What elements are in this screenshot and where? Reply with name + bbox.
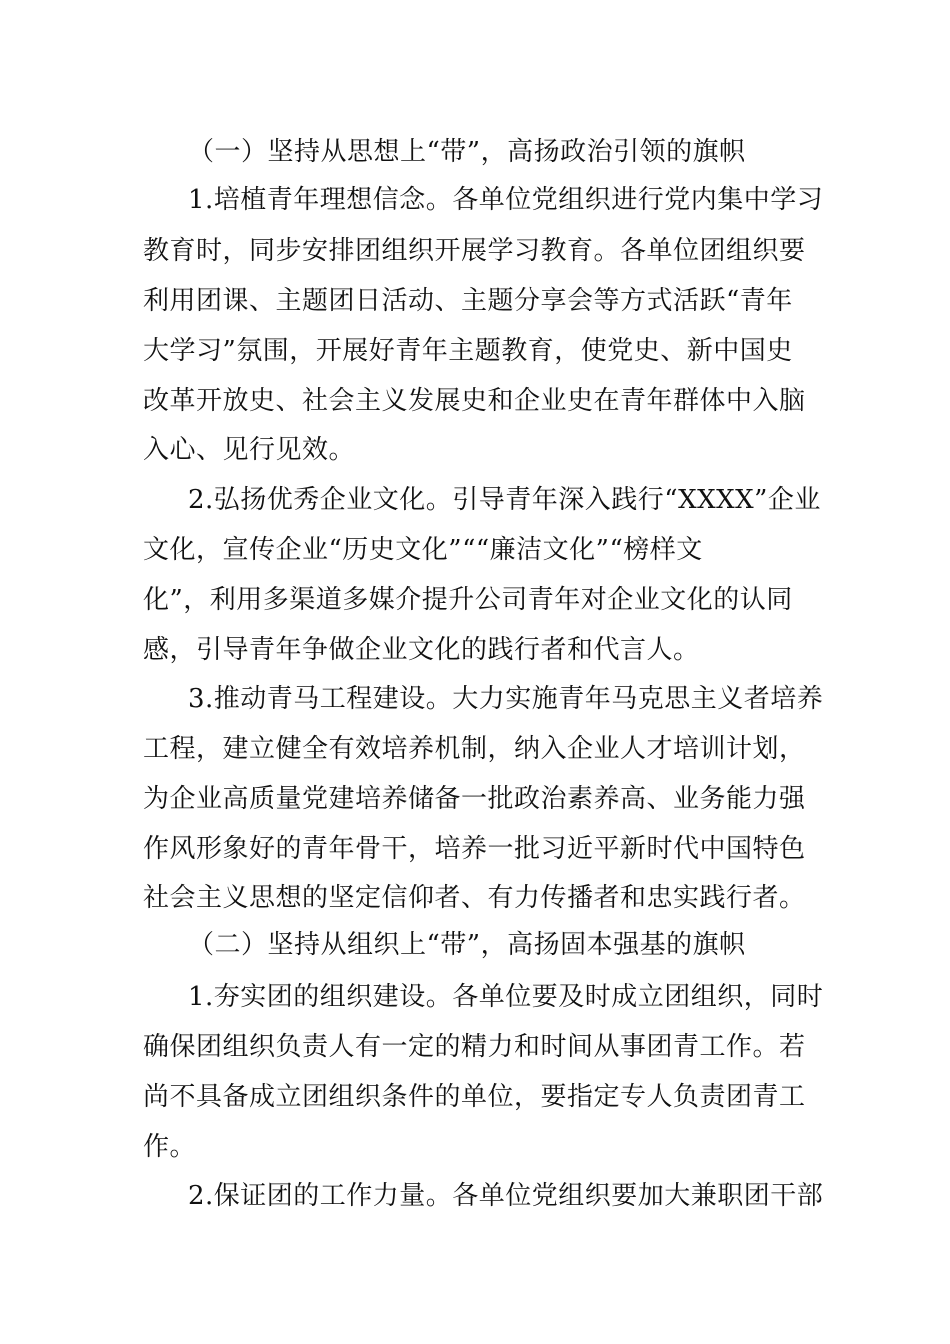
paragraph-line: 教育时，同步安排团组织开展学习教育。各单位团组织要	[143, 236, 806, 266]
paragraph-line: 利用团课、主题团日活动、主题分享会等方式活跃“青年	[143, 286, 793, 316]
paragraph-line: 1.夯实团的组织建设。各单位要及时成立团组织，同时	[188, 982, 824, 1012]
paragraph-line: 化”，利用多渠道多媒介提升公司青年对企业文化的认同	[143, 585, 793, 615]
paragraph-line: 3.推动青马工程建设。大力实施青年马克思主义者培养	[188, 684, 824, 714]
paragraph-line: 尚不具备成立团组织条件的单位，要指定专人负责团青工	[143, 1082, 806, 1112]
paragraph-line: 社会主义思想的坚定信仰者、有力传播者和忠实践行者。	[143, 883, 806, 913]
paragraph-line: 2.保证团的工作力量。各单位党组织要加大兼职团干部	[188, 1181, 824, 1211]
section-heading-1: （一）坚持从思想上“带”，高扬政治引领的旗帜	[188, 137, 746, 167]
paragraph-line: 感，引导青年争做企业文化的践行者和代言人。	[143, 635, 700, 665]
section-heading-2: （二）坚持从组织上“带”，高扬固本强基的旗帜	[188, 930, 746, 960]
paragraph-line: 大学习”氛围，开展好青年主题教育，使党史、新中国史	[143, 336, 793, 366]
paragraph-line: 工程，建立健全有效培养机制，纳入企业人才培训计划，	[143, 734, 806, 764]
paragraph-line: 为企业高质量党建培养储备一批政治素养高、业务能力强	[143, 784, 806, 814]
paragraph-line: 入心、见行见效。	[143, 435, 356, 465]
paragraph-line: 作风形象好的青年骨干，培养一批习近平新时代中国特色	[143, 834, 806, 864]
paragraph-line: 文化，宣传企业“历史文化”““廉洁文化”“榜样文	[143, 535, 703, 565]
paragraph-line: 作。	[143, 1132, 197, 1162]
paragraph-line: 确保团组织负责人有一定的精力和时间从事团青工作。若	[143, 1032, 806, 1062]
paragraph-line: 改革开放史、社会主义发展史和企业史在青年群体中入脑	[143, 386, 806, 416]
paragraph-line: 1.培植青年理想信念。各单位党组织进行党内集中学习	[188, 185, 824, 215]
paragraph-line: 2.弘扬优秀企业文化。引导青年深入践行“XXXX”企业	[188, 485, 821, 515]
